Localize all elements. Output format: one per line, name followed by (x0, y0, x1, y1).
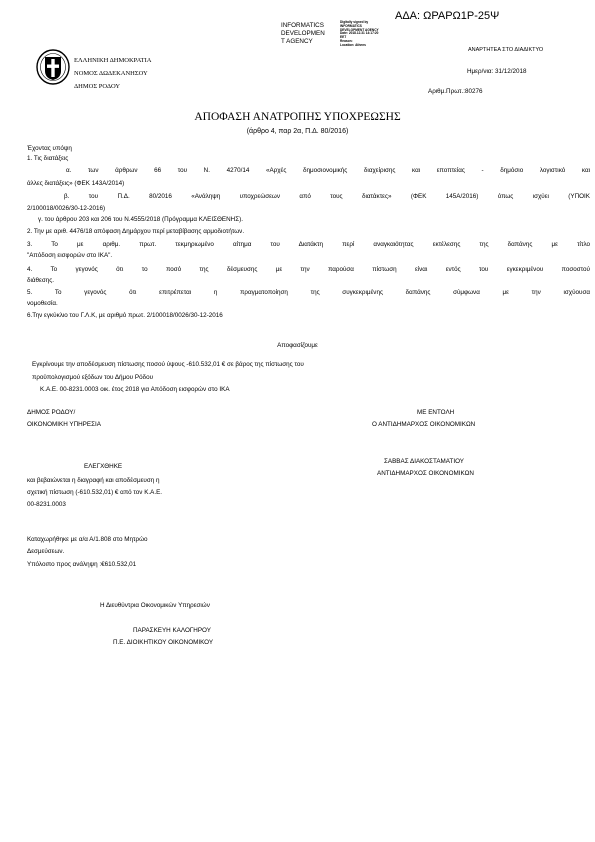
org-line: ΔΗΜΟΣ ΡΟΔΟΥ (74, 83, 121, 90)
decision-line-3: Κ.Α.Ε. 00-8231.0003 οικ. έτος 2018 για Απόδοση εισφορών στο ΙΚΑ (40, 386, 230, 393)
signature-detail: DEVELOPMENT AGENCY (340, 27, 379, 32)
registry-line-1: Καταχωρήθηκε με α/α Α/1.808 στο Μητρώο (27, 536, 148, 543)
issuing-authority (74, 54, 151, 93)
greek-emblem-icon (36, 49, 70, 85)
agency-line: T AGENCY (281, 38, 313, 45)
preamble-item-1a-cont: άλλες διατάξεις» (ΦΕΚ 143Α/2014) (27, 180, 125, 187)
decision-heading: Αποφασίζουμε (277, 342, 318, 349)
preamble-item-2: 2. Την με αριθ. 4476/18 απόφαση Δημάρχου περί μεταβίβασης αρμοδιοτήτων. (27, 228, 245, 235)
document-title: ΑΠΟΦΑΣΗ ΑΝΑΤΡΟΠΗΣ ΥΠΟΧΡΕΩΣΗΣ (194, 111, 401, 123)
preamble-intro: Έχοντας υπόψη (27, 145, 72, 152)
agency-line: INFORMATICS (281, 22, 324, 29)
preamble-item-3-cont: "Απόδοση εισφορών στο ΙΚΑ". (27, 252, 113, 259)
preamble-item-6: 6.Την εγκύκλιο του Γ.Λ.Κ, με αριθμό πρωτ. 2/100018/0026/30-12-2016 (27, 312, 223, 319)
signature-detail: Location: Athens (340, 42, 366, 47)
checked-line-3: 00-8231.0003 (27, 501, 66, 508)
checked-line-2: σχετική πίστωση (-610.532,01) € από τον Κ.Α.Ε. (27, 489, 163, 496)
director-title: Π.Ε. ΔΙΟΙΚΗΤΙΚΟΥ ΟΙΚΟΝΟΜΙΚΟΥ (113, 639, 214, 646)
remaining-balance: Υπόλοιπο προς ανάληψη :€610.532,01 (27, 561, 137, 568)
signature-detail: Reason: (340, 38, 353, 43)
preamble-item-4: 4. Το γεγονός ότι το ποσό της δέσμευσης με την παρούσα πίστωση είναι εντός του εγκεκριμένου ποσοστού (27, 266, 590, 273)
preamble-item-4-cont: διάθεσης. (27, 277, 55, 284)
protocol-number: Αριθμ.Πρωτ.:80276 (428, 88, 483, 95)
preamble-item-1a: α. των άρθρων 66 του Ν. 4270/14 «Αρχές δημοσιονομικής διαχείρισης και εποπτείας - δημόσιο λογιστικό και (66, 167, 590, 174)
document-date: Ημερ/νια: 31/12/2018 (467, 68, 527, 75)
preamble-item-1: 1. Τις διατάξεις (27, 155, 69, 162)
document-subtitle: (άρθρο 4, παρ 2α, Π.Δ. 80/2016) (246, 128, 349, 135)
deputy-mayor-name: ΣΑΒΒΑΣ ΔΙΑΚΟΣΤΑΜΑΤΙΟΥ (384, 458, 464, 465)
signature-detail: Digitally signed by (340, 20, 369, 24)
signing-agency (281, 22, 325, 46)
signature-detail: EET (340, 35, 347, 40)
preamble-item-5-cont: νομοθεσία. (27, 300, 58, 307)
org-line: ΝΟΜΟΣ ΔΩΔΕΚΑΝΗΣΟΥ (74, 70, 148, 77)
decision-line-2: προϋπολογισμού εξόδων του Δήμου Ρόδου (32, 374, 154, 381)
preamble-item-1b-cont: 2/100018/0026/30-12-2016) (27, 205, 106, 212)
checked-heading: ΕΛΕΓΧΘΗΚΕ (84, 463, 123, 470)
signature-details (340, 21, 379, 48)
deputy-mayor-title: ΑΝΤΙΔΗΜΑΡΧΟΣ ΟΙΚΟΝΟΜΙΚΩΝ (377, 470, 474, 477)
preamble-item-5: 5. Το γεγονός ότι επιτρέπεται η πραγματοποίηση της συγκεκριμένης δαπάνης σύμφωνα με την ισχύουσα (27, 289, 590, 296)
director-role: Η Διευθύντρια Οικονομικών Υπηρεσιών (100, 602, 210, 609)
registry-line-2: Δεσμεύσεων. (27, 548, 65, 555)
deputy-mayor-role: Ο ΑΝΤΙΔΗΜΑΡΧΟΣ ΟΙΚΟΝΟΜΙΚΩΝ (372, 421, 476, 428)
checked-line-1: και βεβαιώνεται η διαγραφή και αποδέσμευση η (27, 477, 160, 484)
decision-line-1: Εγκρίνουμε την αποδέσμευση πίστωσης ποσού ύψους -610.532,01 € σε βάρος της πίστωσης του (32, 361, 304, 368)
preamble-item-3: 3. Το με αριθμ. πρωτ. τεκμηριωμένο αίτημα του Διατάκτη περί αναγκαιότητας εκτέλεσης της δαπάνης με τίτλο (27, 241, 590, 248)
posting-note: ΑΝΑΡΤΗΤΕΑ ΣΤΟ ΔΙΑΔΙΚΤΥΟ (468, 47, 544, 53)
preamble-item-1c: γ. του άρθρου 203 και 206 του Ν.4555/2018 (Πρόγραμμα ΚΛΕΙΣΘΕΝΗΣ). (38, 216, 243, 223)
preamble-item-1b: β. του Π.Δ. 80/2016 «Ανάληψη υποχρεώσεων από τους διατάκτες» (ΦΕΚ 145Α/2016) όπως ισχύει (ΥΠΟΙΚ (64, 193, 590, 200)
org-line: ΕΛΛΗΝΙΚΗ ΔΗΜΟΚΡΑΤΙΑ (74, 57, 152, 64)
left-department: ΟΙΚΟΝΟΜΙΚΗ ΥΠΗΡΕΣΙΑ (27, 421, 101, 428)
by-order: ΜΕ ΕΝΤΟΛΗ (417, 409, 455, 416)
left-org: ΔΗΜΟΣ ΡΟΔΟΥ/ (27, 409, 76, 416)
ada-code: ΑΔΑ: ΩΡΑΡΩ1Ρ-25Ψ (395, 10, 500, 22)
agency-line: DEVELOPMEN (281, 30, 325, 37)
director-name: ΠΑΡΑΣΚΕΥΗ ΚΑΛΟΓΗΡΟΥ (133, 627, 211, 634)
signature-detail: Date: 2018.12.31 14:17:20 (340, 31, 379, 36)
signature-detail: INFORMATICS (340, 23, 362, 28)
